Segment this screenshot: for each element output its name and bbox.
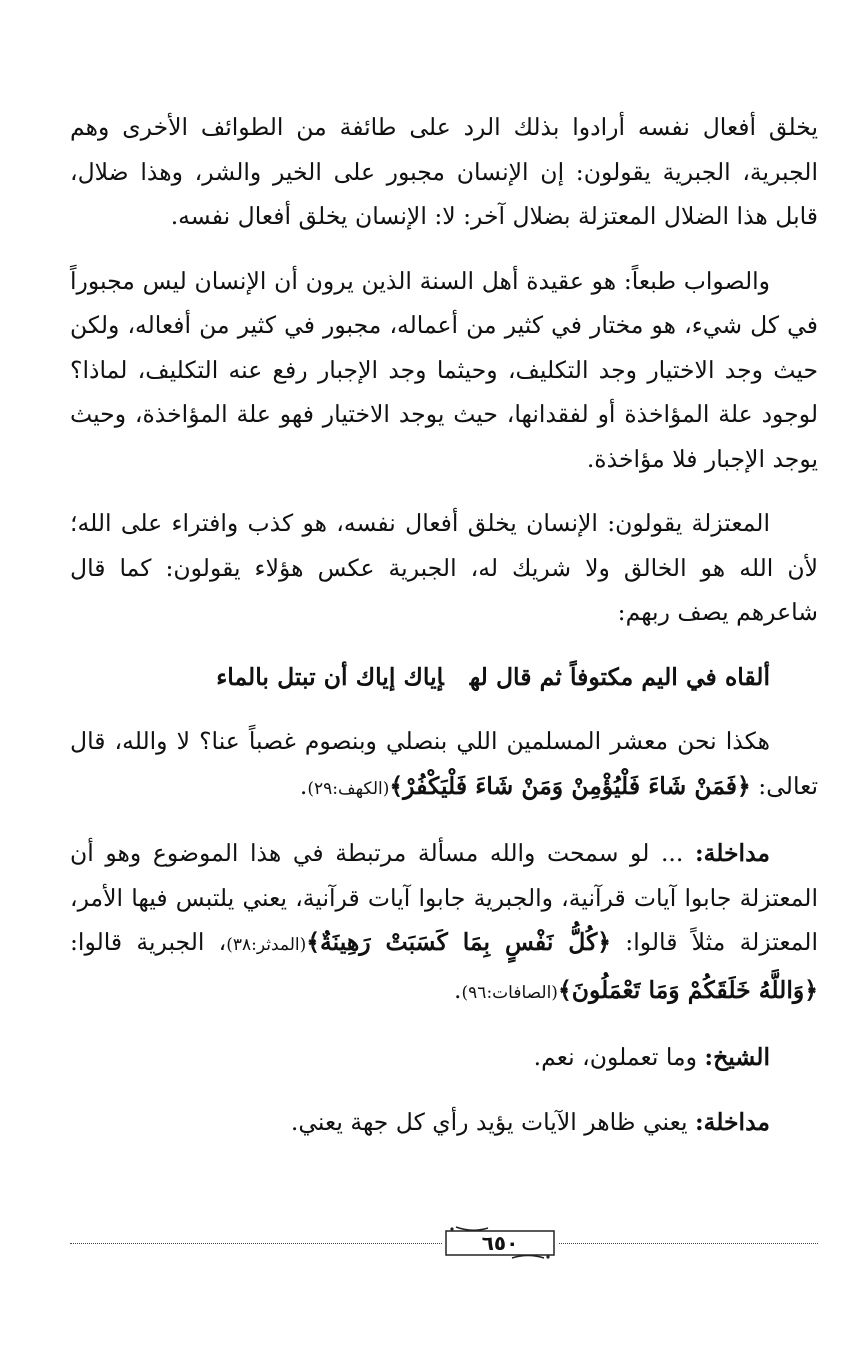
paragraph-4: هكذا نحن معشر المسلمين اللي بنصلي وبنصوم غصباً عنا؟ لا والله، قال تعالى: ﴿فَمَنْ شَاءَ فَلْيُؤْمِنْ وَمَنْ شَاءَ فَلْيَكْفُرْ﴾(الكهف:٢٩).: [70, 727, 818, 800]
verse-first-hemistich: ألقاه في اليم مكتوفاً ثم قال له: [469, 662, 770, 691]
paragraph-1: يخلق أفعال نفسه أرادوا بذلك الرد على طائفة من الطوائف الأخرى وهم الجبرية، الجبرية يقولون: إن الإنسان مجبور على الخير والشر، وهذا ضلال، قابل هذا الضلال المعتزلة بضلال آخر: لا: الإنسان يخلق أفعال نفسه.: [70, 113, 818, 230]
page-body: [70, 105, 818, 1164]
page-number: ٦٥٠: [481, 1231, 519, 1255]
sheikh-paragraph: الشيخ: وما تعملون، نعم.: [533, 1043, 770, 1071]
verse-reference: (المدثر:٣٨): [226, 935, 307, 955]
intervention-paragraph: مداخلة: ... لو سمحت والله مسألة مرتبطة في هذا الموضوع وهو أن المعتزلة جابوا آيات قرآنية، والجبرية جابوا آيات قرآنية، يعني يلتبس فيها الأمر، المعتزلة مثلاً قالوا: ﴿كُلُّ نَفْسٍ بِمَا كَسَبَتْ رَهِينَةٌ﴾(المدثر:٣٨)، الجبرية قالوا: ﴿وَاللَّهُ خَلَقَكُمْ وَمَا تَعْمَلُونَ﴾(الصافات:٩٦).: [70, 839, 818, 1004]
quran-verse: ﴿فَمَنْ شَاءَ فَلْيُؤْمِنْ وَمَنْ شَاءَ فَلْيَكْفُرْ﴾: [389, 771, 751, 800]
quran-verse: ﴿وَاللَّهُ خَلَقَكُمْ وَمَا تَعْمَلُونَ﴾: [557, 975, 818, 1004]
speaker-label: مداخلة:: [694, 839, 770, 867]
speaker-label: الشيخ:: [704, 1043, 770, 1071]
page-number-frame: [442, 1225, 558, 1261]
paragraph-2: والصواب طبعاً: هو عقيدة أهل السنة الذين يرون أن الإنسان ليس مجبوراً في كل شيء، هو مختار في كثير من أعماله، مجبور في كثير من أفعاله، ولكن حيث وجد الاختيار وجد التكليف، وحيثما وجد الإجبار رفع عنه التكليف، لماذا؟ لوجود علة المؤاخذة أو لفقدانها، حيث يوجد الاختيار فهو علة المؤاخذة، وحيث يوجد الإجبار فلا مؤاخذة.: [70, 266, 818, 473]
quran-verse: ﴿كُلُّ نَفْسٍ بِمَا كَسَبَتْ رَهِينَةٌ﴾: [306, 928, 612, 956]
speaker-label: مداخلة:: [694, 1107, 770, 1136]
page-footer: [70, 1225, 818, 1265]
paragraph-3: المعتزلة يقولون: الإنسان يخلق أفعال نفسه، هو كذب وافتراء على الله؛ لأن الله هو الخالق ولا شريك له، الجبرية عكس هؤلاء يقولون: كما قال شاعرهم يصف ربهم:: [70, 509, 818, 626]
verse-reference: (الصافات:٩٦): [461, 982, 558, 1003]
verse-reference: (الكهف:٢٩): [307, 778, 390, 799]
verse-second-hemistich: إياك إياك أن تبتل بالماء: [216, 662, 444, 691]
poem-verse: [70, 655, 818, 700]
intervention-paragraph-2: مداخلة: يعني ظاهر الآيات يؤيد رأي كل جهة يعني.: [290, 1107, 770, 1136]
